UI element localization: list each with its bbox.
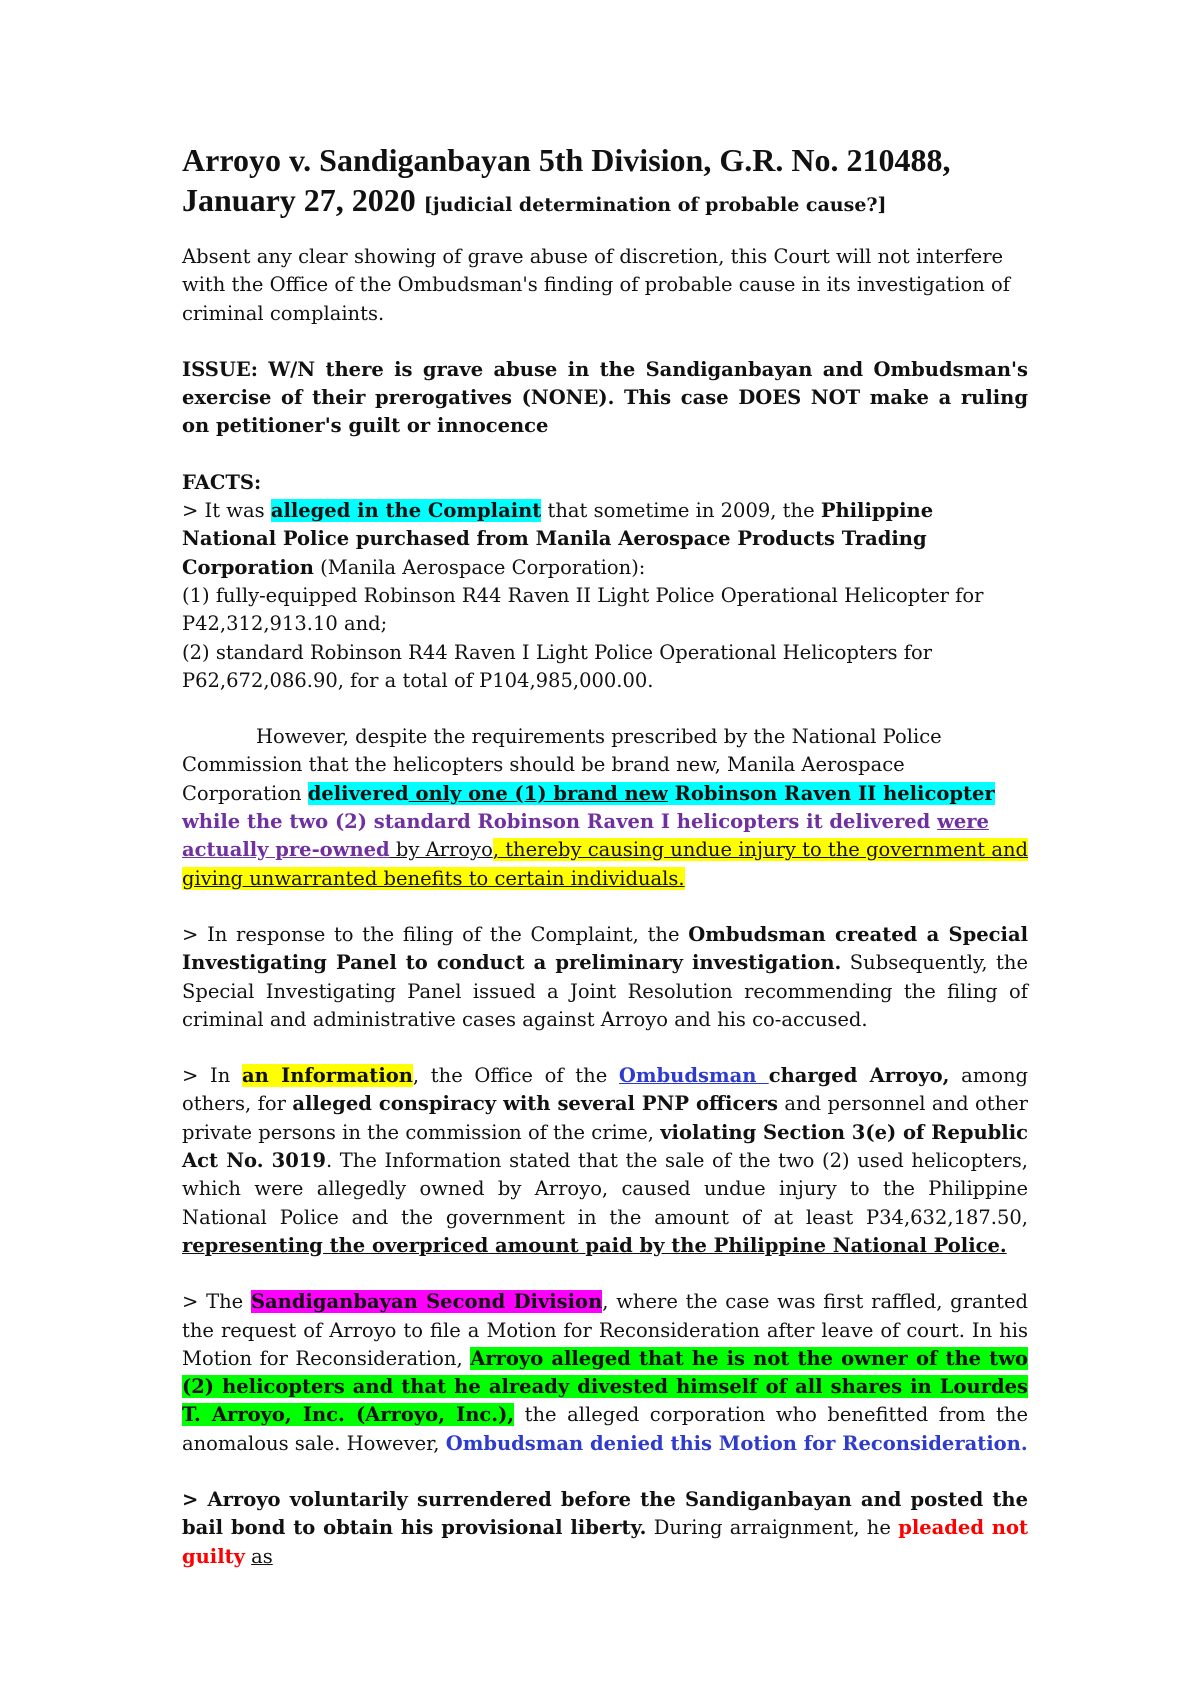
- facts-5-text-2: the alleged corporation who benefitted from the anomalous sale. However,: [182, 1403, 1028, 1455]
- case-title: Arroyo v. Sandiganbayan 5th Division, G.R. No. 210488, January 27, 2020: [182, 142, 951, 218]
- case-subtitle: [judicial determination of probable cause?]: [423, 194, 887, 216]
- purple-two-standard: while the two (2) standard Robinson Raven I helicopters it delivered: [182, 810, 938, 834]
- facts-paragraph-4: [182, 1062, 1028, 1260]
- issue-text: ISSUE: W/N there is grave abuse in the Sandiganbayan and Ombudsman's exercise of their prerogatives (NONE). This case DOES NOT make a ruling on petitioner's guilt or innocence: [182, 357, 1028, 438]
- facts-3-bold: Ombudsman created a Special Investigating Panel to conduct a preliminary investigation.: [182, 922, 1028, 975]
- facts-paragraph-3: [182, 921, 1028, 1034]
- highlight-arroyo-alleged: Arroyo alleged that he is not the owner of the two (2) helicopters and that he already divested himself of all shares in Lourdes T. Arroyo, Inc. (Arroyo, Inc.),: [182, 1346, 1028, 1427]
- facts-2-by-arroyo: by Arroyo: [389, 838, 493, 862]
- facts-4-text-3: and personnel and other private persons in the commission of the crime,: [182, 1092, 1028, 1144]
- highlight-information: an Information: [241, 1064, 413, 1088]
- intro-paragraph: Absent any clear showing of grave abuse of discretion, this Court will not interfere with the Office of the Ombudsman's finding of probable cause in its investigation of criminal complaints.: [182, 245, 1010, 325]
- page-title: [182, 140, 1028, 225]
- red-pleaded-not-guilty: pleaded not guilty: [182, 1516, 1028, 1568]
- document-page: [182, 140, 1028, 1599]
- ombudsman-link[interactable]: Ombudsman: [618, 1064, 769, 1088]
- facts-2-lead: However, despite the requirements prescribed by the National Police Commission that the helicopters should be brand new, Manila Aerospace Corporation: [182, 725, 942, 805]
- facts-1-item-1: (1) fully-equipped Robinson R44 Raven II Light Police Operational Helicopter for P42,312,913.10 and;: [182, 583, 984, 636]
- facts-5-text-1: , where the case was first raffled, granted the request of Arroyo to file a Motion for Reconsideration after leave of court. In his Motion for Reconsideration,: [182, 1290, 1028, 1370]
- facts-4-lead: > In: [182, 1064, 242, 1088]
- facts-6-as: as: [251, 1544, 273, 1568]
- facts-4-overpriced: representing the overpriced amount paid by the Philippine National Police.: [182, 1233, 1007, 1257]
- facts-6-bold: > Arroyo voluntarily surrendered before the Sandiganbayan and posted the bail bond to obtain his provisional liberty.: [182, 1487, 1028, 1540]
- facts-4-conspiracy: alleged conspiracy with several PNP officers: [292, 1092, 779, 1116]
- highlight-raven-ii: Robinson Raven II helicopter: [667, 781, 995, 805]
- facts-paragraph-6: [182, 1486, 1028, 1571]
- highlight-delivered: delivered: [307, 781, 409, 805]
- facts-4-text-4: . The Information stated that the sale of the two (2) used helicopters, which were allegedly owned by Arroyo, caused undue injury to the Philippine National Police and the government in the amount of at least P34,632,187.50,: [182, 1149, 1029, 1229]
- issue-paragraph: [182, 356, 1028, 441]
- purple-pre-owned: were actually pre-owned: [182, 810, 989, 862]
- blue-ombudsman-denied: Ombudsman denied this Motion for Reconsideration.: [445, 1431, 1028, 1455]
- facts-1-tail: (Manila Aerospace Corporation):: [313, 555, 646, 579]
- highlight-second-division: Sandiganbayan Second Division: [250, 1290, 603, 1314]
- facts-1-item-2: (2) standard Robinson R44 Raven I Light Police Operational Helicopters for P62,672,086.90, for a total of P104,985,000.00.: [182, 640, 933, 692]
- facts-3-lead: > In response to the filing of the Complaint, the: [182, 922, 689, 946]
- facts-heading: FACTS:: [182, 470, 262, 494]
- facts-paragraph-1: [182, 469, 1028, 695]
- highlight-undue-injury: , thereby causing undue injury to the government and giving unwarranted benefits to certain individuals.: [182, 838, 1028, 890]
- facts-4-text-2: among others, for: [182, 1064, 1029, 1116]
- facts-5-lead: > The: [182, 1290, 251, 1314]
- facts-4-text-1: , the Office of the: [412, 1064, 619, 1088]
- facts-4-charged: charged Arroyo,: [768, 1064, 950, 1088]
- facts-1-text: that sometime in 2009, the: [541, 499, 821, 523]
- facts-1-bold: Philippine National Police purchased from Manila Aerospace Products Trading Corporation: [182, 499, 934, 579]
- highlight-alleged-complaint: alleged in the Complaint: [270, 499, 542, 523]
- highlight-only-one: only one (1) brand new: [408, 781, 668, 805]
- facts-1-lead: > It was: [182, 499, 271, 523]
- facts-6-text: During arraignment, he: [646, 1516, 899, 1540]
- facts-paragraph-5: [182, 1288, 1028, 1458]
- facts-3-tail: Subsequently, the Special Investigating Panel issued a Joint Resolution recommending the filing of criminal and administrative cases against Arroyo and his co-accused.: [182, 951, 1028, 1031]
- facts-paragraph-2: [182, 723, 1028, 893]
- facts-4-violating: violating Section 3(e) of Republic Act No. 3019: [182, 1120, 1028, 1173]
